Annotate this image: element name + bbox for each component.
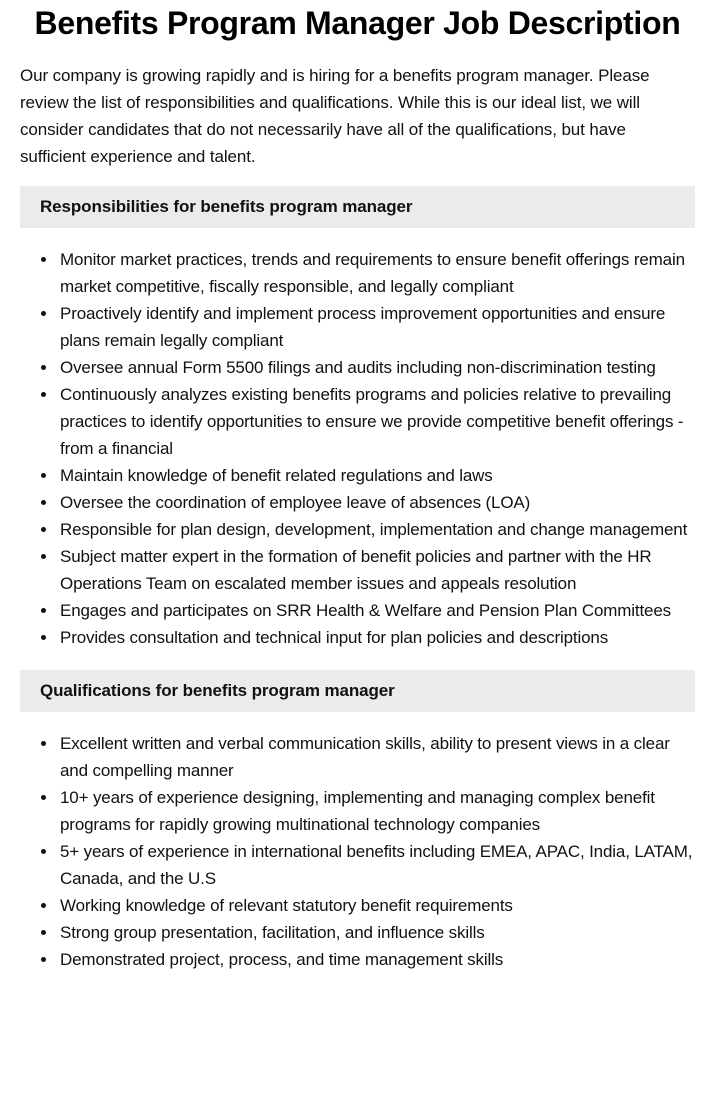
list-item-text: 10+ years of experience designing, implementing and managing complex benefit programs for rapidly growing multinational technology companies [60, 788, 655, 834]
bullet-icon [41, 849, 46, 854]
bullet-icon [41, 554, 46, 559]
bullet-icon [41, 311, 46, 316]
bullet-icon [41, 957, 46, 962]
list-item-text: Subject matter expert in the formation of benefit policies and partner with the HR Operations Team on escalated member issues and appeals resolution [60, 547, 652, 593]
list-item [60, 354, 695, 381]
qualifications-list [20, 730, 695, 973]
responsibilities-heading: Responsibilities for benefits program manager [40, 197, 413, 216]
bullet-icon [41, 527, 46, 532]
list-item [60, 543, 695, 597]
bullet-icon [41, 473, 46, 478]
list-item [60, 946, 695, 973]
bullet-icon [41, 500, 46, 505]
list-item-text: Excellent written and verbal communication skills, ability to present views in a clear and compelling manner [60, 734, 670, 780]
list-item-text: Monitor market practices, trends and requirements to ensure benefit offerings remain market competitive, fiscally responsible, and legally compliant [60, 250, 685, 296]
list-item [60, 597, 695, 624]
bullet-icon [41, 930, 46, 935]
list-item [60, 300, 695, 354]
bullet-icon [41, 741, 46, 746]
list-item [60, 730, 695, 784]
responsibilities-list [20, 246, 695, 651]
bullet-icon [41, 903, 46, 908]
list-item-text: Continuously analyzes existing benefits programs and policies relative to prevailing practices to identify opportunities to ensure we provide competitive benefit offerings - from a financial [60, 385, 684, 458]
list-item [60, 784, 695, 838]
list-item-text: Oversee annual Form 5500 filings and audits including non-discrimination testing [60, 358, 656, 377]
list-item-text: Maintain knowledge of benefit related regulations and laws [60, 466, 493, 485]
list-item [60, 919, 695, 946]
list-item [60, 381, 695, 462]
bullet-icon [41, 392, 46, 397]
intro-paragraph: Our company is growing rapidly and is hiring for a benefits program manager. Please review the list of responsibilities and qualifications. While this is our ideal list, we will consider candidates that do not necessarily have all of the qualifications, but have sufficient experience and talent. [20, 66, 650, 166]
list-item-text: Oversee the coordination of employee leave of absences (LOA) [60, 493, 531, 512]
list-item-text: Strong group presentation, facilitation, and influence skills [60, 923, 485, 942]
list-item-text: Demonstrated project, process, and time management skills [60, 950, 504, 969]
bullet-icon [41, 635, 46, 640]
responsibilities-header [20, 186, 695, 228]
bullet-icon [41, 795, 46, 800]
list-item [60, 246, 695, 300]
list-item [60, 892, 695, 919]
page-title: Benefits Program Manager Job Description [34, 5, 681, 41]
list-item [60, 462, 695, 489]
list-item [60, 838, 695, 892]
bullet-icon [41, 257, 46, 262]
list-item [60, 489, 695, 516]
list-item-text: Provides consultation and technical input for plan policies and descriptions [60, 628, 609, 647]
qualifications-heading: Qualifications for benefits program manager [40, 681, 395, 700]
list-item-text: Working knowledge of relevant statutory benefit requirements [60, 896, 513, 915]
qualifications-section [20, 670, 695, 973]
list-item [60, 624, 695, 651]
list-item-text: Responsible for plan design, development, implementation and change management [60, 520, 688, 539]
responsibilities-section [20, 186, 695, 651]
bullet-icon [41, 365, 46, 370]
qualifications-header [20, 670, 695, 712]
bullet-icon [41, 608, 46, 613]
list-item [60, 516, 695, 543]
list-item-text: 5+ years of experience in international benefits including EMEA, APAC, India, LATAM, Canada, and the U.S [60, 842, 693, 888]
list-item-text: Proactively identify and implement process improvement opportunities and ensure plans remain legally compliant [60, 304, 666, 350]
list-item-text: Engages and participates on SRR Health & Welfare and Pension Plan Committees [60, 601, 672, 620]
